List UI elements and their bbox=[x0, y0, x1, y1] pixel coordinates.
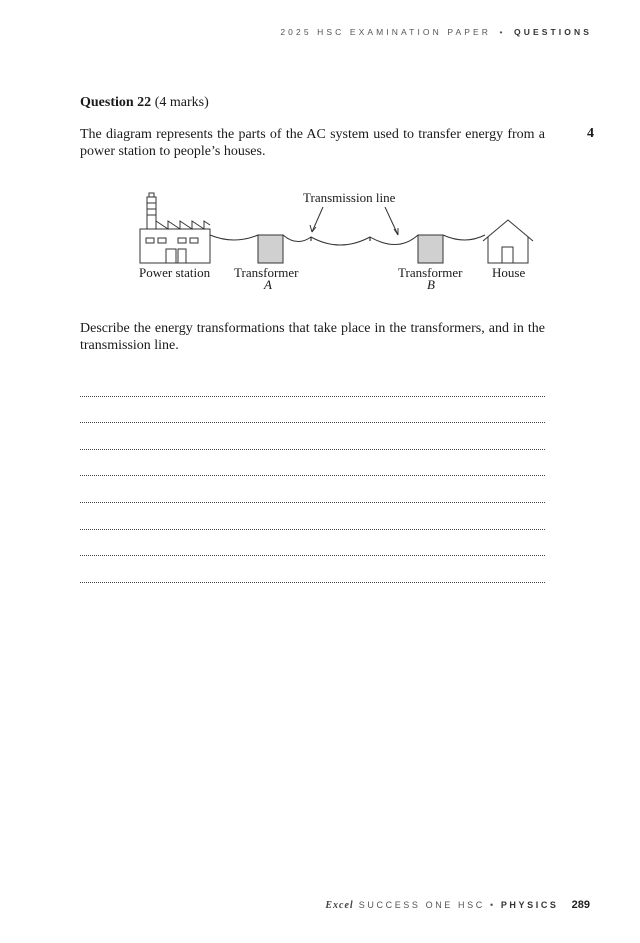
factory-icon bbox=[140, 193, 210, 263]
transformer-b-box bbox=[418, 235, 443, 263]
arrow-right bbox=[385, 207, 398, 235]
question-prompt: Describe the energy transformations that take place in the transformers, and in the transmission line. bbox=[80, 321, 545, 353]
question-number: Question 22 bbox=[80, 95, 152, 110]
answer-area[interactable] bbox=[80, 370, 545, 583]
marks-value: 4 bbox=[587, 126, 594, 141]
running-header bbox=[280, 27, 592, 37]
power-station-label: Power station bbox=[139, 265, 211, 280]
page-number: 289 bbox=[571, 899, 590, 911]
question-heading bbox=[80, 95, 209, 111]
question-marks: (4 marks) bbox=[154, 95, 209, 110]
answer-line[interactable] bbox=[80, 476, 545, 503]
header-section: QUESTIONS bbox=[514, 27, 592, 37]
footer-brand: Excel bbox=[325, 900, 354, 911]
answer-line[interactable] bbox=[80, 370, 545, 397]
arrow-left bbox=[312, 207, 323, 232]
answer-line[interactable] bbox=[80, 397, 545, 424]
question-intro: The diagram represents the parts of the AC system used to transfer energy from a power station to people’s houses. bbox=[80, 127, 545, 159]
house-icon bbox=[483, 220, 533, 263]
header-separator: • bbox=[499, 27, 506, 37]
footer-series: SUCCESS ONE HSC bbox=[358, 900, 485, 910]
answer-line[interactable] bbox=[80, 556, 545, 583]
transformer-b-label: Transformer bbox=[398, 265, 463, 280]
running-title: 2025 HSC EXAMINATION PAPER bbox=[280, 27, 492, 37]
answer-line[interactable] bbox=[80, 530, 545, 557]
ac-system-diagram bbox=[130, 185, 550, 300]
transformer-b-letter: B bbox=[427, 277, 435, 292]
house-label: House bbox=[492, 265, 526, 280]
answer-line[interactable] bbox=[80, 423, 545, 450]
answer-line[interactable] bbox=[80, 503, 545, 530]
transformer-a-box bbox=[258, 235, 283, 263]
page-footer bbox=[325, 899, 590, 911]
transmission-line-label: Transmission line bbox=[303, 190, 396, 205]
transformer-a-label: Transformer bbox=[234, 265, 299, 280]
answer-line[interactable] bbox=[80, 450, 545, 477]
footer-subject: PHYSICS bbox=[500, 900, 559, 910]
footer-separator: • bbox=[489, 900, 496, 910]
transformer-a-letter: A bbox=[264, 277, 272, 292]
